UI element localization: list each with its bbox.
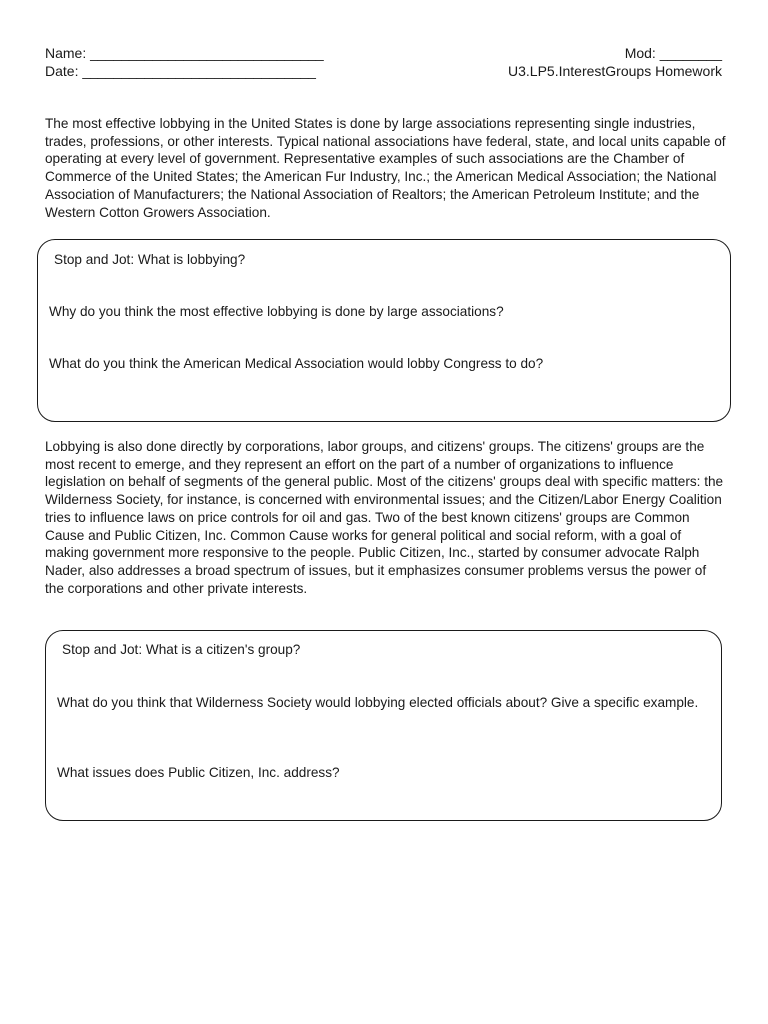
mod-line: Mod: ________ [624,45,722,61]
reading-paragraph-1: The most effective lobbying in the United States is done by large associations representing single industries, trades, professions, or other interests. Typical national associations have federal, state, and local units capable of operating at every level of government. Representative examples of such associations are the Chamber of Commerce of the United States; the American Fur Industry, Inc.; the American Medical Association; the National Association of Manufacturers; the National Association of Realtors; the American Petroleum Institute; and the Western Cotton Growers Association. [45,116,726,220]
stop-and-jot-box-2 [45,630,722,821]
box1-question-3: What do you think the American Medical Association would lobby Congress to do? [49,356,544,371]
box2-question-3: What issues does Public Citizen, Inc. address? [57,765,340,780]
student-info [45,44,324,80]
stop-and-jot-box-1 [37,239,731,422]
box2-question-2: What do you think that Wilderness Society would lobbying elected officials about? Give a specific example. [57,695,699,710]
assignment-info [508,44,722,80]
box2-question-1: Stop and Jot: What is a citizen's group? [62,642,301,657]
box1-question-2: Why do you think the most effective lobbying is done by large associations? [49,304,504,319]
reading-paragraph-2: Lobbying is also done directly by corporations, labor groups, and citizens' groups. The citizens' groups are the most recent to emerge, and they represent an effort on the part of a number of organizations to influence legislation on behalf of segments of the general public. Most of the citizens' groups deal with specific matters: the Wilderness Society, for instance, is concerned with environmental issues; and the Citizen/Labor Energy Coalition tries to influence laws on price controls for oil and gas. Two of the best known citizens' groups are Common Cause and Public Citizen, Inc. Common Cause works for general political and social reform, with a goal of making government more responsive to the people. Public Citizen, Inc., started by consumer advocate Ralph Nader, also addresses a broad spectrum of issues, but it emphasizes consumer problems versus the power of the corporations and other private interests. [45,439,724,596]
box1-question-1: Stop and Jot: What is lobbying? [54,252,246,267]
name-line: Name: ______________________________ [45,45,324,61]
date-line: Date: ______________________________ [45,63,316,79]
assignment-title: U3.LP5.InterestGroups Homework [508,63,722,79]
